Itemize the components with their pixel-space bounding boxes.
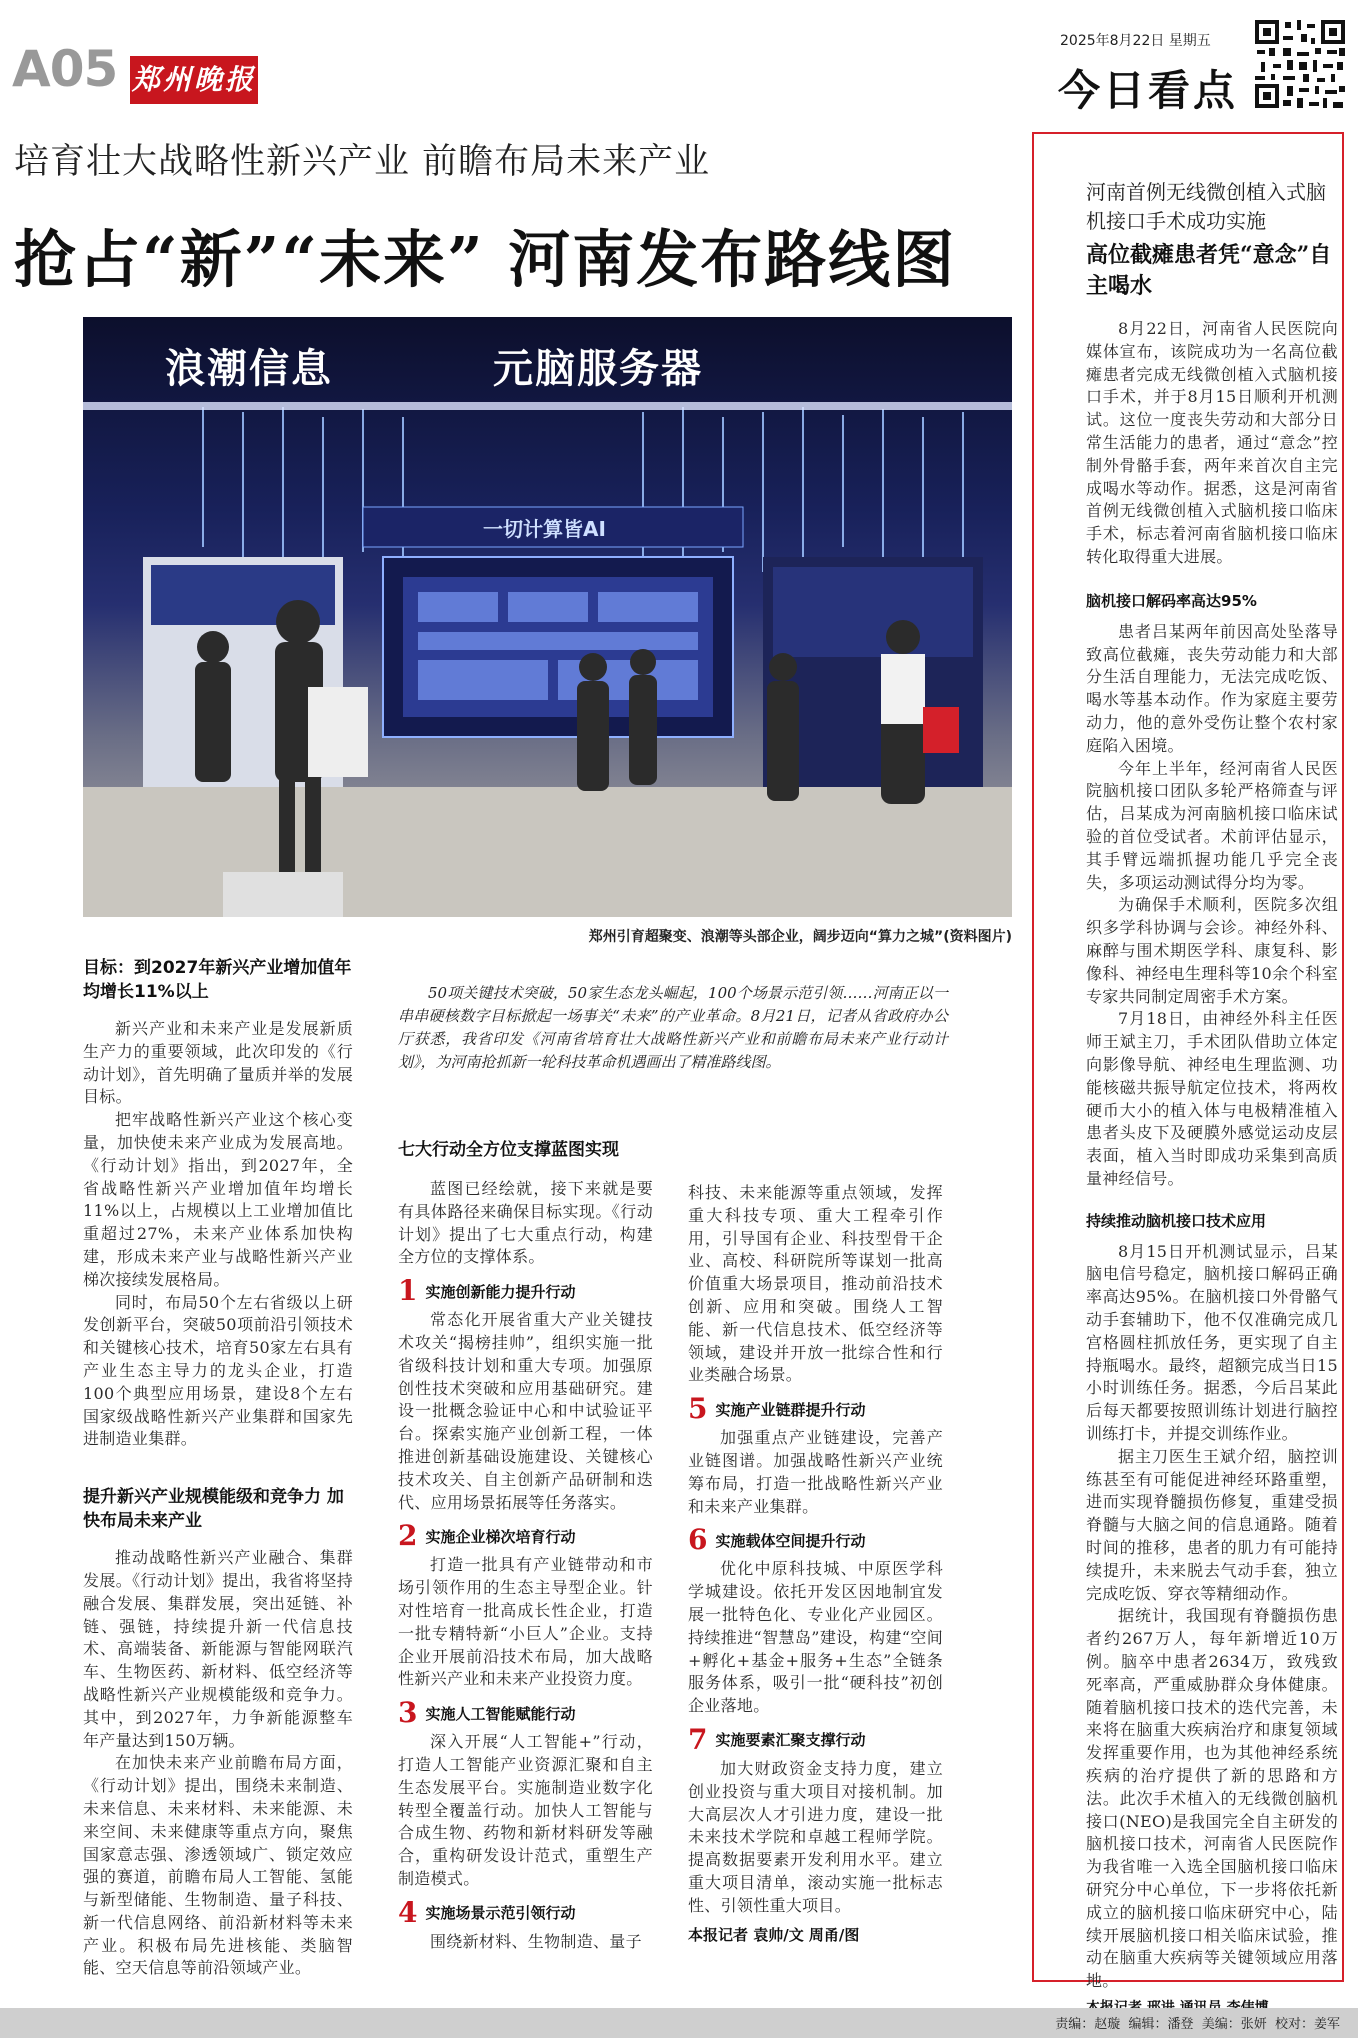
action-number: 3 (398, 1696, 418, 1730)
footer-credits: 责编：赵璇 编辑：潘登 美编：张妍 校对：姜军 (1055, 2017, 1340, 2032)
section-title: 今日看点 (1058, 66, 1239, 115)
article-column-3 (688, 1182, 943, 1945)
action-title: 实施要素汇聚支撑行动 (715, 1731, 866, 1750)
action-item (398, 1274, 653, 1514)
subhead-goal: 目标：到2027年新兴产业增加值年均增长11%以上 (83, 958, 352, 1002)
paragraph: 据统计，我国现有脊髓损伤患者约267万人，每年新增近10万例。脑卒中患者2634万，致残致死率高，严重威胁群众身体健康。随着脑机接口技术的迭代完善，未来将在脑重大疾病治疗和康复领域发挥重要作用，也为其他神经系统疾病的治疗提供了新的思路和方法。此次手术植入的无线微创脑机接口(NEO)是我国完全自主研发的脑机接口技术，河南省人民医院作为我省唯一入选全国脑机接口临床研究分中心单位，下一步将依托新成立的脑机接口临床研究中心，陆续开展脑机接口相关临床试验，推动在脑重大疾病等关键领域应用落地。 (1086, 1606, 1338, 1991)
action-item (398, 1519, 653, 1691)
action-item (688, 1722, 943, 1918)
qr-code-icon[interactable] (1253, 18, 1347, 110)
action-item (398, 1696, 653, 1891)
newspaper-logo: 郑州晚报 (130, 56, 258, 104)
paragraph: 7月18日，由神经外科主任医师王斌主刀，手术团队借助立体定向影像导航、神经电生理监测、功能核磁共振导航定位技术，将两枚硬币大小的植入体与电极精准植入患者头皮下及硬膜外感觉运动皮层表面，植入当时即成功采集到高质量神经信号。 (1086, 1009, 1338, 1188)
paragraph: 为确保手术顺利，医院多次组织多学科协调与会诊。神经外科、麻醉与围术期医学科、康复科、影像科、神经电生理科等10余个科室专家共同制定周密手术方案。 (1086, 895, 1338, 1006)
paragraph: 8月22日，河南省人民医院向媒体宣布，该院成功为一名高位截瘫患者完成无线微创植入式脑机接口手术，并于8月15日顺利开机测试。这位一度丧失劳动和大部分日常生活能力的患者，通过“意念”控制外骨骼手套，两年来首次自主完成喝水等动作。据悉，这是河南省首例无线微创植入式脑机接口临床手术，标志着河南省脑机接口临床转化取得重大进展。 (1086, 319, 1338, 566)
paragraph: 8月15日开机测试显示，吕某脑电信号稳定，脑机接口解码正确率高达95%。在脑机接口外骨骼气动手套辅助下，他不仅准确完成几宫格圆柱抓放任务，更实现了自主持瓶喝水。最终，超额完成当日15小时训练任务。据悉，今后吕某此后每天都要按照训练计划进行脑控训练打卡，并提交训练作业。 (1086, 1241, 1338, 1444)
paragraph: 常态化开展省重大产业关键技术攻关“揭榜挂帅”，组织实施一批省级科技计划和重大专项。加强原创性技术突破和应用基础研究。建设一批概念验证中心和中试验证平台。探索实施产业创新工程，一体推进创新基础设施建设、关键核心技术攻关、自主创新产品研制和迭代、应用场景拓展等任务落实。 (398, 1310, 653, 1512)
action-title: 实施人工智能赋能行动 (425, 1704, 576, 1723)
paragraph: 在加快未来产业前瞻布局方面，《行动计划》提出，围绕未来制造、未来信息、未来材料、未来能源、未来空间、未来健康等重点方向，聚焦国家意志强、渗透领域广、锁定效应强的赛道，前瞻布局人工智能、氢能与新型储能、生物制造、量子科技、新一代信息网络、前沿新材料等未来产业。积极布局先进核能、类脑智能、空天信息等前沿领域产业。 (83, 1753, 353, 1978)
paragraph: 加强重点产业链建设，完善产业链图谱。加强战略性新兴产业统筹布局，打造一批战略性新兴产业和未来产业集群。 (688, 1428, 943, 1516)
paragraph: 蓝图已经绘就，接下来就是要有具体路径来确保目标实现。《行动计划》提出了七大重点行动，构建全方位的支撑体系。 (398, 1179, 653, 1267)
paragraph: 加大财政资金支持力度，建立创业投资与重大项目对接机制。加大高层次人才引进力度，建设一批未来技术学院和卓越工程师学院。提高数据要素开发利用水平。建立重大项目清单，滚动实施一批标志性、引领性重大项目。 (688, 1758, 943, 1915)
article-column-2 (398, 1138, 653, 1954)
photo-screen-title: 一切计算皆AI (483, 517, 606, 541)
action-number: 6 (688, 1523, 708, 1557)
sidebar-kicker: 河南首例无线微创植入式脑机接口手术成功实施 (1086, 180, 1326, 233)
paragraph: 同时，布局50个左右省级以上研发创新平台，突破50项前沿引领技术和关键核心技术，培育50家左右具有产业生态主导力的龙头企业，打造100个典型应用场景，建设8个左右国家级战略性新兴产业集群和国家先进制造业集群。 (83, 1292, 353, 1449)
issue-date: 2025年8月22日 星期五 (1060, 33, 1211, 49)
paragraph: 今年上半年，经河南省人民医院脑机接口团队多轮严格筛查与评估，吕某成为河南脑机接口临床试验的首位受试者。术前评估显示，其手臂远端抓握功能几乎完全丧失，多项运动测试得分均为零。 (1086, 758, 1338, 892)
paragraph: 围绕新材料、生物制造、量子 (430, 1931, 642, 1951)
paragraph: 推动战略性新兴产业融合、集群发展。《行动计划》提出，我省将坚持融合发展、集群发展，突出延链、补链、强链，持续提升新一代信息技术、高端装备、新能源与智能网联汽车、生物医药、新材料、低空经济等战略性新兴产业规模能级和竞争力。其中，到2027年，力争新能源整车年产量达到150万辆。 (83, 1548, 353, 1750)
action-title: 实施载体空间提升行动 (715, 1531, 866, 1550)
sidebar-title: 高位截瘫患者凭“意念”自主喝水 (1086, 242, 1332, 299)
subhead-upgrade: 提升新兴产业规模能级和竞争力 加快布局未来产业 (83, 1487, 344, 1532)
action-title: 实施企业梯次培育行动 (425, 1527, 576, 1546)
action-number: 2 (398, 1519, 418, 1553)
paragraph: 深入开展“人工智能+”行动，打造人工智能产业资源汇聚和自主生态发展平台。实施制造业数字化转型全覆盖行动。加快人工智能与合成生物、药物和新材料研发等融合，重构研发设计范式，重塑生产制造模式。 (398, 1732, 653, 1888)
action-item (688, 1523, 943, 1718)
paragraph: 优化中原科技城、中原医学科学城建设。依托开发区因地制宜发展一批特色化、专业化产业园区。持续推进“智慧岛”建设，构建“空间+孵化+基金+服务+生态”全链条服务体系，吸引一批“硬科技”初创企业落地。 (688, 1559, 943, 1716)
kicker-headline: 培育壮大战略性新兴产业 前瞻布局未来产业 (14, 142, 711, 182)
paragraph: 把牢战略性新兴产业这个核心变量，加快使未来产业成为发展高地。《行动计划》指出，到2027年，全省战略性新兴产业增加值年均增长11%以上，占规模以上工业增加值比重超过27%，未来产业体系加快构建，形成未来产业与战略性新兴产业梯次接续发展格局。 (83, 1110, 353, 1289)
sidebar-story (1086, 178, 1338, 2017)
paragraph: 打造一批具有产业链带动和市场引领作用的生态主导型企业。针对性培育一批高成长性企业，打造一批专精特新“小巨人”企业。支持企业开展前沿技术布局，加大战略性新兴产业和未来产业投资力度。 (398, 1555, 653, 1689)
action-title: 实施产业链群提升行动 (715, 1400, 866, 1419)
lead-paragraph: 50项关键技术突破，50家生态龙头崛起，100个场景示范引领……河南正以一串串硬核数字目标掀起一场事关“未来”的产业革命。8月21日，记者从省政府办公厅获悉，我省印发《河南省培育壮大战略性新兴产业和前瞻布局未来产业行动计划》，为河南抢抓新一轮科技革命机遇画出了精准路线图。 (398, 984, 948, 1071)
action-item (398, 1895, 653, 1954)
subhead-seven-actions: 七大行动全方位支撑蓝图实现 (398, 1140, 619, 1160)
photo-sign-left: 浪潮信息 (165, 346, 333, 392)
page-number: A05 (12, 40, 118, 98)
paragraph: 科技、未来能源等重点领域，发挥重大科技专项、重大工程牵引作用，引导国有企业、科技型骨干企业、高校、科研院所等谋划一批高价值重大场景项目，推动前沿技术创新、应用和突破。围绕人工智能、新一代信息技术、低空经济等领域，建设并开放一批综合性和行业类融合场景。 (688, 1183, 943, 1385)
action-title: 实施场景示范引领行动 (425, 1904, 576, 1923)
action-item (688, 1392, 943, 1518)
subhead-decoding: 脑机接口解码率高达95% (1086, 591, 1257, 610)
action-title: 实施创新能力提升行动 (425, 1282, 576, 1301)
paragraph: 患者吕某两年前因高处坠落导致高位截瘫，丧失劳动能力和大部分生活自理能力，无法完成吃饭、喝水等基本动作。作为家庭主要劳动力，他的意外受伤让整个农村家庭陷入困境。 (1086, 621, 1338, 755)
paragraph: 新兴产业和未来产业是发展新质生产力的重要领域，此次印发的《行动计划》，首先明确了量质并举的发展目标。 (83, 1019, 353, 1107)
action-number: 1 (398, 1274, 418, 1308)
action-number: 7 (688, 1722, 708, 1756)
photo-sign-right: 元脑服务器 (493, 346, 703, 392)
main-headline: 抢占“新”“未来” 河南发布路线图 (14, 223, 957, 296)
article-column-1 (83, 956, 353, 1980)
exhibition-photo (83, 317, 1012, 917)
paragraph: 据主刀医生王斌介绍，脑控训练甚至有可能促进神经环路重塑，进而实现脊髓损伤修复，重建受损脊髓与大脑之间的信息通路。随着时间的推移，患者的肌力有可能持续提升，未来脱去气动手套，独立完成吃饭、穿衣等精细动作。 (1086, 1446, 1338, 1603)
action-number: 5 (688, 1392, 708, 1426)
action-number: 4 (398, 1895, 418, 1929)
photo-caption: 郑州引育超聚变、浪潮等头部企业，阔步迈向“算力之城”(资料图片) (588, 929, 1012, 945)
byline: 本报记者 袁帅/文 周甬/图 (688, 1925, 860, 1944)
subhead-application: 持续推动脑机接口技术应用 (1086, 1211, 1267, 1230)
